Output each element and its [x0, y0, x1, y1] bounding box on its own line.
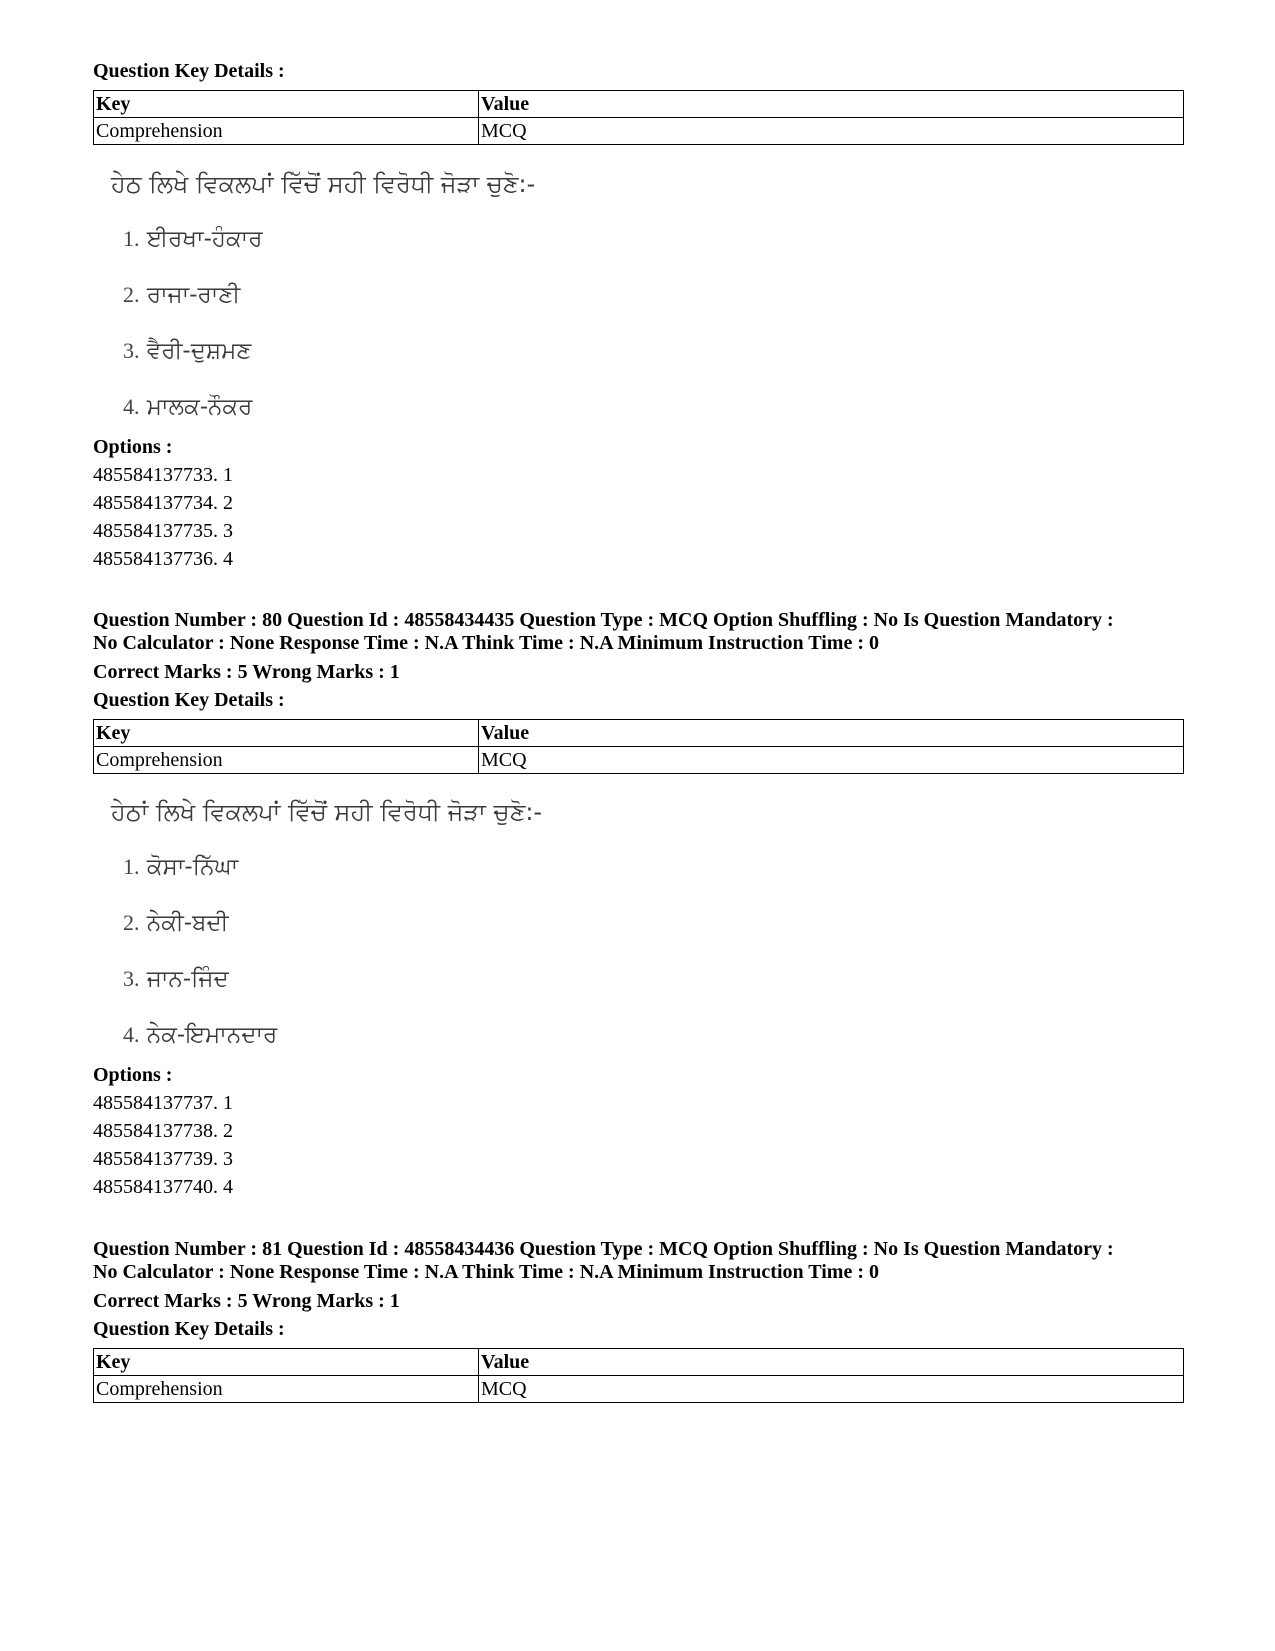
choice-text: ਕੋਸਾ-ਨਿੱਘਾ: [146, 854, 239, 880]
choice-text: ਵੈਰੀ-ਦੁਸ਼ਮਣ: [146, 338, 252, 364]
value-header: Value: [479, 91, 1184, 118]
question-meta: [93, 1238, 1193, 1284]
question-stem: ਹੇਠ ਲਿਖੇ ਵਿਕਲਪਾਂ ਵਿੱਚੋਂ ਸਹੀ ਵਿਰੋਧੀ ਜੋੜਾ ਚੁਣੋ:-: [111, 170, 536, 198]
choice-item: [123, 226, 263, 252]
choice-number: 3.: [123, 966, 140, 991]
value-header: Value: [479, 1349, 1184, 1376]
table-header-row: [94, 91, 1184, 118]
key-header: Key: [94, 720, 479, 747]
question-stem: ਹੇਠਾਂ ਲਿਖੇ ਵਿਕਲਪਾਂ ਵਿੱਚੋਂ ਸਹੀ ਵਿਰੋਧੀ ਜੋੜਾ ਚੁਣੋ:-: [111, 798, 543, 826]
key-details-label: Question Key Details :: [93, 689, 285, 711]
option-line: 485584137738. 2: [93, 1120, 233, 1142]
choice-text: ਨੇਕੀ-ਬਦੀ: [146, 910, 229, 936]
option-line: 485584137737. 1: [93, 1092, 233, 1114]
options-label: Options :: [93, 1064, 173, 1086]
key-details-table: [93, 719, 1184, 774]
choice-number: 1.: [123, 854, 140, 879]
table-row: [94, 747, 1184, 774]
option-line: 485584137733. 1: [93, 464, 233, 486]
choice-number: 2.: [123, 282, 140, 307]
option-line: 485584137740. 4: [93, 1176, 233, 1198]
key-details-label: Question Key Details :: [93, 1318, 285, 1340]
option-line: 485584137734. 2: [93, 492, 233, 514]
question-meta-line: No Calculator : None Response Time : N.A Think Time : N.A Minimum Instruction Time : 0: [93, 1261, 879, 1283]
marks-line: Correct Marks : 5 Wrong Marks : 1: [93, 661, 400, 683]
question-meta-line: Question Number : 81 Question Id : 48558434436 Question Type : MCQ Option Shuffling : No Is Question Mandatory :: [93, 1238, 1114, 1260]
key-cell: Comprehension: [94, 1376, 479, 1403]
key-details-table: [93, 90, 1184, 145]
table-row: [94, 118, 1184, 145]
question-meta-line: Question Number : 80 Question Id : 48558434435 Question Type : MCQ Option Shuffling : No Is Question Mandatory :: [93, 609, 1114, 631]
table-row: [94, 1376, 1184, 1403]
value-cell: MCQ: [479, 118, 1184, 145]
table-header-row: [94, 720, 1184, 747]
choice-text: ਮਾਲਕ-ਨੌਕਰ: [146, 394, 253, 420]
question-meta: [93, 609, 1193, 655]
option-line: 485584137739. 3: [93, 1148, 233, 1170]
value-cell: MCQ: [479, 1376, 1184, 1403]
key-cell: Comprehension: [94, 747, 479, 774]
choice-item: [123, 966, 229, 992]
choice-item: [123, 854, 238, 880]
key-cell: Comprehension: [94, 118, 479, 145]
key-header: Key: [94, 91, 479, 118]
options-label: Options :: [93, 436, 173, 458]
choice-number: 4.: [123, 394, 140, 419]
option-line: 485584137735. 3: [93, 520, 233, 542]
choice-item: [123, 338, 251, 364]
value-cell: MCQ: [479, 747, 1184, 774]
key-details-table: [93, 1348, 1184, 1403]
choice-text: ਈਰਖਾ-ਹੰਕਾਰ: [146, 226, 263, 252]
table-header-row: [94, 1349, 1184, 1376]
choice-item: [123, 1022, 277, 1048]
choice-item: [123, 282, 240, 308]
choice-text: ਨੇਕ-ਇਮਾਨਦਾਰ: [146, 1022, 278, 1048]
question-meta-line: No Calculator : None Response Time : N.A Think Time : N.A Minimum Instruction Time : 0: [93, 632, 879, 654]
choice-item: [123, 910, 229, 936]
choice-number: 2.: [123, 910, 140, 935]
option-line: 485584137736. 4: [93, 548, 233, 570]
choice-number: 4.: [123, 1022, 140, 1047]
key-header: Key: [94, 1349, 479, 1376]
marks-line: Correct Marks : 5 Wrong Marks : 1: [93, 1290, 400, 1312]
choice-number: 1.: [123, 226, 140, 251]
choice-item: [123, 394, 252, 420]
choice-text: ਜਾਨ-ਜਿੰਦ: [146, 966, 229, 992]
choice-number: 3.: [123, 338, 140, 363]
value-header: Value: [479, 720, 1184, 747]
choice-text: ਰਾਜਾ-ਰਾਣੀ: [146, 282, 241, 308]
key-details-label: Question Key Details :: [93, 60, 285, 82]
